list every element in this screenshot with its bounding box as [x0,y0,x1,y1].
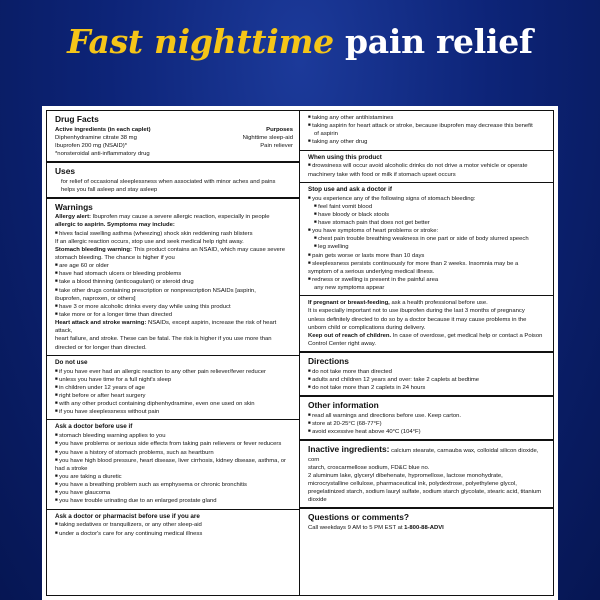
heart-text: NSAIDs, except aspirin, increase the risk of heart attack, [55,320,277,335]
stop-use-title: Stop use and ask a doctor if [308,185,392,193]
stop-use-line: ■ have stomach pain that does not get better [308,219,547,227]
drug-facts-title: Drug Facts [55,114,99,124]
inactive-text: starch, croscarmellose sodium, FD&C blue no. [308,464,430,471]
inactive-text: microcrystalline cellulose, pharmaceutical ink, polydextrose, polyethylene glycol, [308,480,517,487]
ask-doctor-bullet: ■ you are taking a diuretic [55,473,293,481]
ask-doctor-bullet: ■ you have glaucoma [55,489,293,497]
ask-pharmacist-section [47,509,299,541]
reach-text: Control Center right away. [308,340,376,347]
pharmacist-continued-line: ■ taking any other drug [308,138,547,146]
when-using-section [300,150,553,182]
when-using-title: When using this product [308,153,382,161]
pregnancy-section [300,295,553,351]
directions-bullet: ■ adults and children 12 years and over: take 2 caplets at bedtime [308,376,547,384]
stop-use-line: ■ sleeplessness persists continuously for more than 2 weeks. Insomnia may be a [308,260,547,268]
ask-doctor-bullet: ■ you have a history of stomach problems, such as heartburn [55,449,293,457]
drug-facts-panel [42,106,558,600]
ingredient-purpose: Pain reliever [260,142,293,149]
pharmacist-continued-line: ■ taking aspirin for heart attack or stroke, because ibuprofen may decrease this benefit [308,122,547,130]
do-not-use-bullet: ■ if you have ever had an allergic reaction to any other pain reliever/fever reducer [55,368,293,376]
pregnancy-text: unless definitely directed to do so by a doctor because it may cause problems in the [308,316,527,323]
ask-doctor-bullet: ■ you have trouble urinating due to an enlarged prostate gland [55,497,293,505]
pregnancy-heading: If pregnant or breast-feeding, [308,300,390,307]
stop-use-line: ■ redness or swelling is present in the painful area [308,276,547,284]
questions-text: Call weekdays 9 AM to 5 PM EST at [308,524,405,531]
stomach-bullet: ■ have had stomach ulcers or bleeding problems [55,270,293,278]
stomach-warning-heading: Stomach bleeding warning: [55,246,132,253]
inactive-text: 2 aluminum lake, glyceryl dibehenate, hypromellose, lactose monohydrate, [308,472,503,479]
ingredient-name: Ibuprofen 200 mg (NSAID)* [55,142,128,149]
ask-doctor-bullet: ■ you have high blood pressure, heart disease, liver cirrhosis, kidney disease, asthma, or [55,457,293,465]
pharmacist-continued-line: ■ taking any other antihistamines [308,114,547,122]
directions-bullet: ■ do not take more than directed [308,368,547,376]
inactive-ingredients-section [300,439,553,507]
ask-doctor-bullet: ■ stomach bleeding warning applies to you [55,432,293,440]
heart-text: heart failure, and stroke. These can be fatal. The risk is higher if you use more than [55,336,272,343]
drug-facts-section [47,111,299,161]
heart-warning-heading: Heart attack and stroke warning: [55,320,147,327]
uses-section [47,161,299,197]
ingredient-name: Diphenhydramine citrate 38 mg [55,134,137,141]
do-not-use-bullet: ■ if you have sleeplessness without pain [55,408,293,416]
inactive-text: pregelatinized starch, sodium lauryl sulfate, sodium starch glycolate, stearic acid, titanium [308,489,542,496]
uses-line: for relief of occasional sleeplessness when associated with minor aches and pains [61,178,276,185]
directions-title: Directions [308,356,349,367]
other-info-bullet: ■ read all warnings and directions before use. Keep carton. [308,412,547,420]
phone-number: 1-800-88-ADVI [404,524,444,531]
stop-use-line: ■ you experience any of the following signs of stomach bleeding: [308,195,547,203]
uses-line: helps you fall asleep and stay asleep [61,186,158,193]
other-info-bullet: ■ store at 20-25°C (68-77°F) [308,420,547,428]
reach-text: In case of overdose, get medical help or contact a Poison [391,332,543,339]
do-not-use-title: Do not use [55,358,88,366]
pregnancy-text: It is especially important not to use ibuprofen during the last 3 months of pregnancy [308,308,525,315]
stomach-text: This product contains an NSAID, which may cause severe [131,246,286,253]
stop-use-line: ■ feel faint vomit blood [308,203,547,211]
pharmacist-continued-line: of aspirin [314,131,338,138]
allergy-text: Ibuprofen may cause a severe allergic reaction, especially in people [91,214,270,221]
pregnancy-text: unborn child or complications during delivery. [308,324,426,331]
ask-pharmacist-bullet: ■ under a doctor's care for any continuing medical illness [55,530,293,538]
ingredient-purpose: Nighttime sleep-aid [242,134,293,141]
directions-section [300,351,553,395]
when-using-line: ■ drowsiness will occur avoid alcoholic drinks do not drive a motor vehicle or operate [308,162,547,170]
directions-bullet: ■ do not take more than 2 caplets in 24 hours [308,384,547,392]
other-info-title: Other information [308,400,379,411]
allergy-alert-heading: Allergy alert: [55,214,92,221]
headline-rest: pain relief [333,22,533,61]
nsaid-footnote: *nonsteroidal anti-inflammatory drug [55,150,150,157]
stomach-bullet: ■ are age 60 or older [55,262,293,270]
stop-use-line: any new symptoms appear [314,285,385,292]
heart-text: directed or for longer than directed. [55,344,147,351]
inactive-text: dioxide [308,497,327,504]
do-not-use-bullet: ■ right before or after heart surgery [55,392,293,400]
do-not-use-section [47,355,299,420]
stop-use-section [300,182,553,296]
questions-title: Questions or comments? [308,512,409,523]
other-info-section [300,395,553,439]
left-column [47,111,300,595]
questions-section [300,507,553,535]
pregnancy-text: ask a health professional before use. [389,300,488,307]
stomach-bullet-cont: ibuprofen, naproxen, or others] [55,295,136,302]
ask-doctor-bullet: ■ you have a breathing problem such as emphysema or chronic bronchitis [55,481,293,489]
inactive-ingredients-title: Inactive ingredients: [308,443,390,454]
ask-doctor-title: Ask a doctor before use if [55,423,133,431]
stomach-bullet: ■ take a blood thinning (anticoagulant) or steroid drug [55,278,293,286]
stomach-bullet: ■ have 3 or more alcoholic drinks every day while using this product [55,303,293,311]
headline [0,22,600,61]
stomach-bullet: ■ take other drugs containing prescription or nonprescription NSAIDs [aspirin, [55,287,293,295]
when-using-line: machinery take with food or milk if stomach upset occurs [308,171,456,178]
keep-out-of-reach-heading: Keep out of reach of children. [308,332,392,339]
pharmacist-continued-section [300,111,553,150]
stop-use-line: symptom of a serious underlying medical illness. [308,268,435,275]
do-not-use-bullet: ■ unless you have time for a full night's sleep [55,376,293,384]
ask-pharmacist-title: Ask a doctor or pharmacist before use if you are [55,512,200,520]
stomach-bullet: ■ take more or for a longer time than directed [55,311,293,319]
do-not-use-bullet: ■ with any other product containing diphenhydramine, even one used on skin [55,400,293,408]
stop-use-line: ■ chest pain trouble breathing weakness in one part or side of body slurred speech [308,235,547,243]
headline-highlight: Fast nighttime [67,22,334,61]
active-ingredients-header: Active ingredients (in each caplet) [55,126,151,133]
do-not-use-bullet: ■ in children under 12 years of age [55,384,293,392]
stop-use-line: ■ pain gets worse or lasts more than 10 days [308,252,547,260]
inactive-text: calcium stearate, carnauba wax, colloidal silicon dioxide, corn [308,447,539,463]
purposes-header: Purposes [266,126,293,133]
other-info-bullet: ■ avoid excessive heat above 40°C (104°F) [308,428,547,436]
drug-facts-box [46,110,554,596]
allergy-text: allergic to aspirin. Symptoms may include: [55,222,175,229]
ask-doctor-bullet: ■ you have problems or serious side effects from taking pain relievers or fever reducers [55,440,293,448]
ask-doctor-bullet-cont: had a stroke [55,465,88,472]
stop-use-line: ■ have bloody or black stools [308,211,547,219]
warnings-title: Warnings [55,201,93,212]
stop-use-line: ■ leg swelling [308,243,547,251]
stomach-text: stomach bleeding. The chance is higher if you [55,255,175,262]
ask-doctor-section [47,419,299,508]
uses-title: Uses [55,166,76,177]
warnings-section [47,197,299,355]
allergy-text: If an allergic reaction occurs, stop use and seek medical help right away. [55,238,244,245]
ask-pharmacist-bullet: ■ taking sedatives or tranquilizers, or any other sleep-aid [55,521,293,529]
allergy-symptoms: ■ hives facial swelling asthma (wheezing) shock skin reddening rash blisters [55,230,293,238]
right-column [300,111,553,595]
stop-use-line: ■ you have symptoms of heart problems or stroke: [308,227,547,235]
